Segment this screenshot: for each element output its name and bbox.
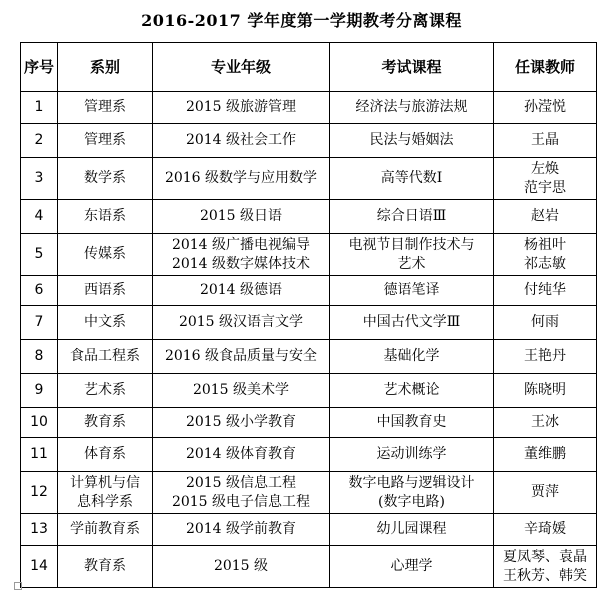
cell-teacher: 贾萍 (494, 472, 597, 514)
cell-index: 11 (21, 438, 58, 472)
cell-major: 2015 级 (153, 546, 330, 588)
cell-index: 13 (21, 514, 58, 546)
cell-dept: 东语系 (58, 200, 153, 234)
cell-major: 2016 级食品质量与安全 (153, 340, 330, 374)
cell-teacher: 孙滢悦 (494, 92, 597, 124)
cell-dept: 食品工程系 (58, 340, 153, 374)
table-row (21, 124, 597, 158)
cell-teacher: 王艳丹 (494, 340, 597, 374)
cell-index: 10 (21, 408, 58, 438)
cell-index: 4 (21, 200, 58, 234)
cell-index: 8 (21, 340, 58, 374)
cell-major: 2014 级体育教育 (153, 438, 330, 472)
table-row (21, 408, 597, 438)
cell-index: 9 (21, 374, 58, 408)
cell-teacher: 杨祖叶 祁志敏 (494, 234, 597, 276)
cell-dept: 艺术系 (58, 374, 153, 408)
cell-major: 2015 级汉语言文学 (153, 306, 330, 340)
cell-index: 14 (21, 546, 58, 588)
cell-index: 7 (21, 306, 58, 340)
table-body (21, 92, 597, 588)
cell-index: 2 (21, 124, 58, 158)
cell-course: 德语笔译 (330, 276, 494, 306)
table-row (21, 306, 597, 340)
cell-dept: 管理系 (58, 124, 153, 158)
cell-teacher: 王晶 (494, 124, 597, 158)
cell-course: 艺术概论 (330, 374, 494, 408)
table-row (21, 234, 597, 276)
table-row (21, 340, 597, 374)
table-row (21, 438, 597, 472)
cell-teacher: 董维鹏 (494, 438, 597, 472)
document-title: 2016-2017 学年度第一学期教考分离课程 (141, 11, 462, 30)
cell-major: 2015 级日语 (153, 200, 330, 234)
table-row (21, 158, 597, 200)
cell-major: 2016 级数学与应用数学 (153, 158, 330, 200)
cell-course: 中国古代文学Ⅲ (330, 306, 494, 340)
cell-dept: 中文系 (58, 306, 153, 340)
cell-teacher: 左焕 范宇思 (494, 158, 597, 200)
cell-dept: 体育系 (58, 438, 153, 472)
cell-dept: 数学系 (58, 158, 153, 200)
cell-teacher: 辛琦媛 (494, 514, 597, 546)
table-row (21, 514, 597, 546)
table-row (21, 276, 597, 306)
cell-major: 2015 级信息工程 2015 级电子信息工程 (153, 472, 330, 514)
cell-dept: 计算机与信 息科学系 (58, 472, 153, 514)
cell-course: 中国教育史 (330, 408, 494, 438)
cell-major: 2014 级德语 (153, 276, 330, 306)
cell-course: 数字电路与逻辑设计 (数字电路) (330, 472, 494, 514)
header-dept: 系别 (58, 43, 153, 92)
header-teacher: 任课教师 (494, 43, 597, 92)
course-table (20, 42, 597, 588)
cell-index: 6 (21, 276, 58, 306)
cell-teacher: 何雨 (494, 306, 597, 340)
cell-course: 心理学 (330, 546, 494, 588)
cell-course: 经济法与旅游法规 (330, 92, 494, 124)
cell-course: 高等代数Ⅰ (330, 158, 494, 200)
cell-major: 2014 级广播电视编导 2014 级数字媒体技术 (153, 234, 330, 276)
header-index-text: 序号 (23, 58, 54, 76)
cell-major: 2014 级学前教育 (153, 514, 330, 546)
cell-index: 5 (21, 234, 58, 276)
cell-teacher: 赵岩 (494, 200, 597, 234)
cell-teacher: 夏凤琴、袁晶 王秋芳、韩笑 (494, 546, 597, 588)
cell-major: 2015 级小学教育 (153, 408, 330, 438)
header-index (21, 43, 58, 92)
header-major: 专业年级 (153, 43, 330, 92)
cell-major: 2015 级旅游管理 (153, 92, 330, 124)
page-corner-mark (14, 582, 22, 590)
cell-index: 1 (21, 92, 58, 124)
cell-course: 综合日语Ⅲ (330, 200, 494, 234)
cell-index: 3 (21, 158, 58, 200)
cell-course: 幼儿园课程 (330, 514, 494, 546)
cell-dept: 教育系 (58, 408, 153, 438)
header-course: 考试课程 (330, 43, 494, 92)
cell-course: 电视节目制作技术与 艺术 (330, 234, 494, 276)
cell-teacher: 王冰 (494, 408, 597, 438)
table-row (21, 374, 597, 408)
cell-dept: 西语系 (58, 276, 153, 306)
cell-index: 12 (21, 472, 58, 514)
table-row (21, 546, 597, 588)
cell-course: 民法与婚姻法 (330, 124, 494, 158)
cell-teacher: 陈晓明 (494, 374, 597, 408)
cell-dept: 管理系 (58, 92, 153, 124)
cell-major: 2014 级社会工作 (153, 124, 330, 158)
cell-major: 2015 级美术学 (153, 374, 330, 408)
cell-dept: 教育系 (58, 546, 153, 588)
table-row (21, 92, 597, 124)
cell-dept: 传媒系 (58, 234, 153, 276)
table-header-row (21, 43, 597, 92)
cell-teacher: 付纯华 (494, 276, 597, 306)
cell-dept: 学前教育系 (58, 514, 153, 546)
table-row (21, 472, 597, 514)
cell-course: 运动训练学 (330, 438, 494, 472)
cell-course: 基础化学 (330, 340, 494, 374)
table-row (21, 200, 597, 234)
